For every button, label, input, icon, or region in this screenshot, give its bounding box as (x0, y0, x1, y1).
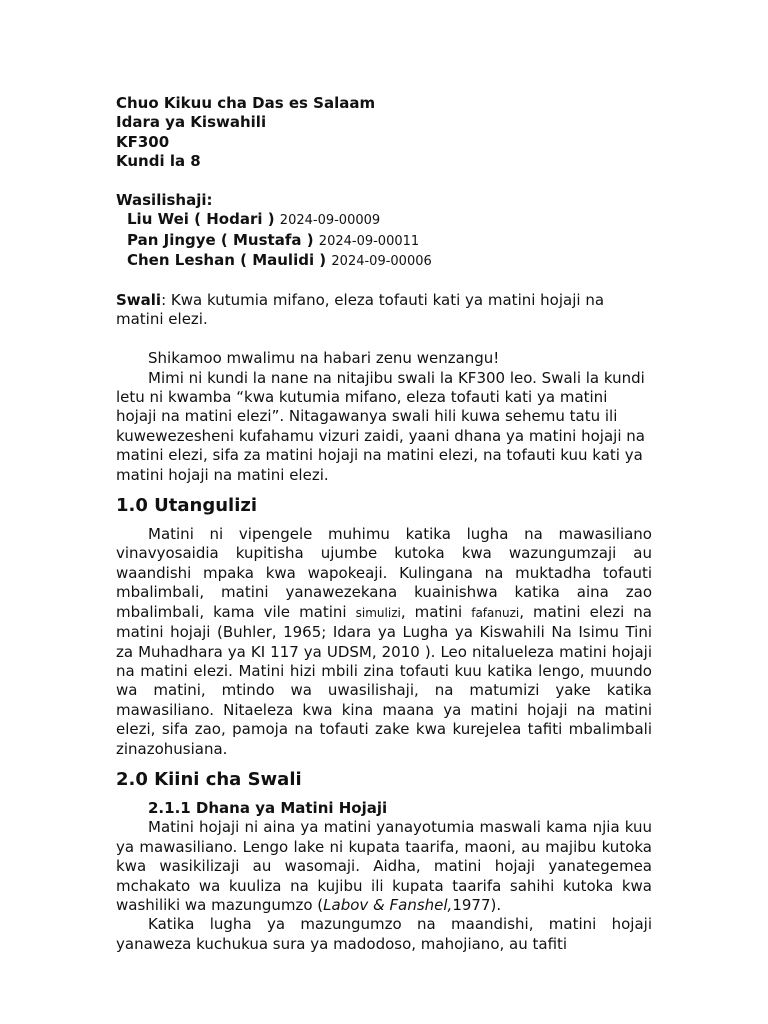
submitter-id: 2024-09-00006 (331, 254, 432, 270)
section-heading-intro: 1.0 Utangulizi (116, 495, 258, 517)
citation: Labov & Fanshel, (323, 895, 453, 914)
section-heading-core: 2.0 Kiini cha Swali (116, 768, 302, 790)
submitters-label: Wasilishaji: (116, 191, 213, 210)
question-body: : Kwa kutumia mifano, eleza tofauti kati ya matini hojaji na matini elezi. (116, 291, 605, 329)
submitter-row (116, 210, 652, 230)
submitter-name: Pan Jingye ( Mustafa ) (127, 230, 314, 249)
department-name: Idara ya Kiswahili (116, 113, 267, 132)
spacer (116, 330, 652, 349)
spacer (116, 272, 652, 291)
intro-paragraph: Mimi ni kundi la nane na nitajibu swali la KF300 leo. Swali la kundi letu ni kwamba “kwa kutumia mifano, eleza tofauti kati ya matini hojaji na matini elezi”. Nitagawanya swali hili kuwa sehemu tatu ili kuwewezesheni kufahamu vizuri zaidi, yaani dhana ya matini hojaji na matini elezi, sifa za matini hojaji na matini elezi, na tofauti kuu kati ya matini hojaji na matini elezi. (116, 368, 645, 484)
text-run-small: simulizi (355, 605, 401, 620)
text-run: Matini hojaji ni aina ya matini yanayotumia maswali kama njia kuu ya mawasiliano. Lengo lake ni kupata taarifa, maoni, au majibu kutoka kwa wasikilizaji au wasomaji. Aidha, matini hojaji yanategemea mchakato wa kuuliza na kujibu ili kupata taarifa sahihi kutoka kwa washiliki wa mazungumzo ( (116, 818, 652, 914)
greeting: Shikamoo mwalimu na habari zenu wenzangu! (148, 349, 500, 368)
university-name: Chuo Kikuu cha Das es Salaam (116, 94, 376, 112)
concept-paragraph-2: Katika lugha ya mazungumzo na maandishi, matini hojaji yanaweza kuchukua sura ya madodoso, mahojiano, au tafiti (116, 915, 652, 953)
document-page (116, 94, 652, 954)
submitter-id: 2024-09-00009 (279, 213, 381, 229)
question-text (116, 291, 652, 330)
course-code: KF300 (116, 132, 170, 151)
text-run: , matini elezi na matini hojaji (Buhler, 1965; Idara ya Lugha ya Kiswahili Na Isimu Tini za Muhadhara ya KI 117 ya UDSM, 2010 ). Leo nitalueleza matini hojaji na matini elezi. Matini hizi mbili zina tofauti kuu katika lengo, muundo wa matini, mtindo wa uwasilishaji, na matumizi yake katika mawasiliano. Nitaeleza kwa kina maana ya matini hojaji na matini elezi, sifa zao, pamoja na tofauti zake kwa kurejelea tafiti mbalimbali zinazohusiana. (116, 602, 652, 758)
subsection-heading: 2.1.1 Dhana ya Matini Hojaji (148, 798, 388, 817)
text-run: , matini (400, 602, 472, 621)
text-run: 1977). (452, 895, 502, 914)
submitter-name: Liu Wei ( Hodari ) (127, 210, 275, 229)
text-run-small: fafanuzi (471, 605, 520, 620)
intro-section-paragraph (116, 525, 652, 759)
text-run: Matini ni vipengele muhimu katika lugha na mawasiliano vinavyosaidia kupitisha ujumbe kutoka kwa wazungumzaji au waandishi mpaka kwa wapokeaji. Kulingana na muktadha tofauti mbalimbali, matini yanawezekana kuainishwa katika aina zao mbalimbali, kama vile matini (116, 525, 652, 621)
group-name: Kundi la 8 (116, 152, 201, 171)
submitter-id: 2024-09-00011 (318, 233, 420, 249)
concept-paragraph (116, 818, 652, 915)
question-label: Swali (116, 291, 162, 310)
spacer (116, 172, 652, 191)
submitter-row (116, 231, 652, 251)
submitter-name: Chen Leshan ( Maulidi ) (127, 251, 327, 270)
submitter-row (116, 251, 652, 271)
